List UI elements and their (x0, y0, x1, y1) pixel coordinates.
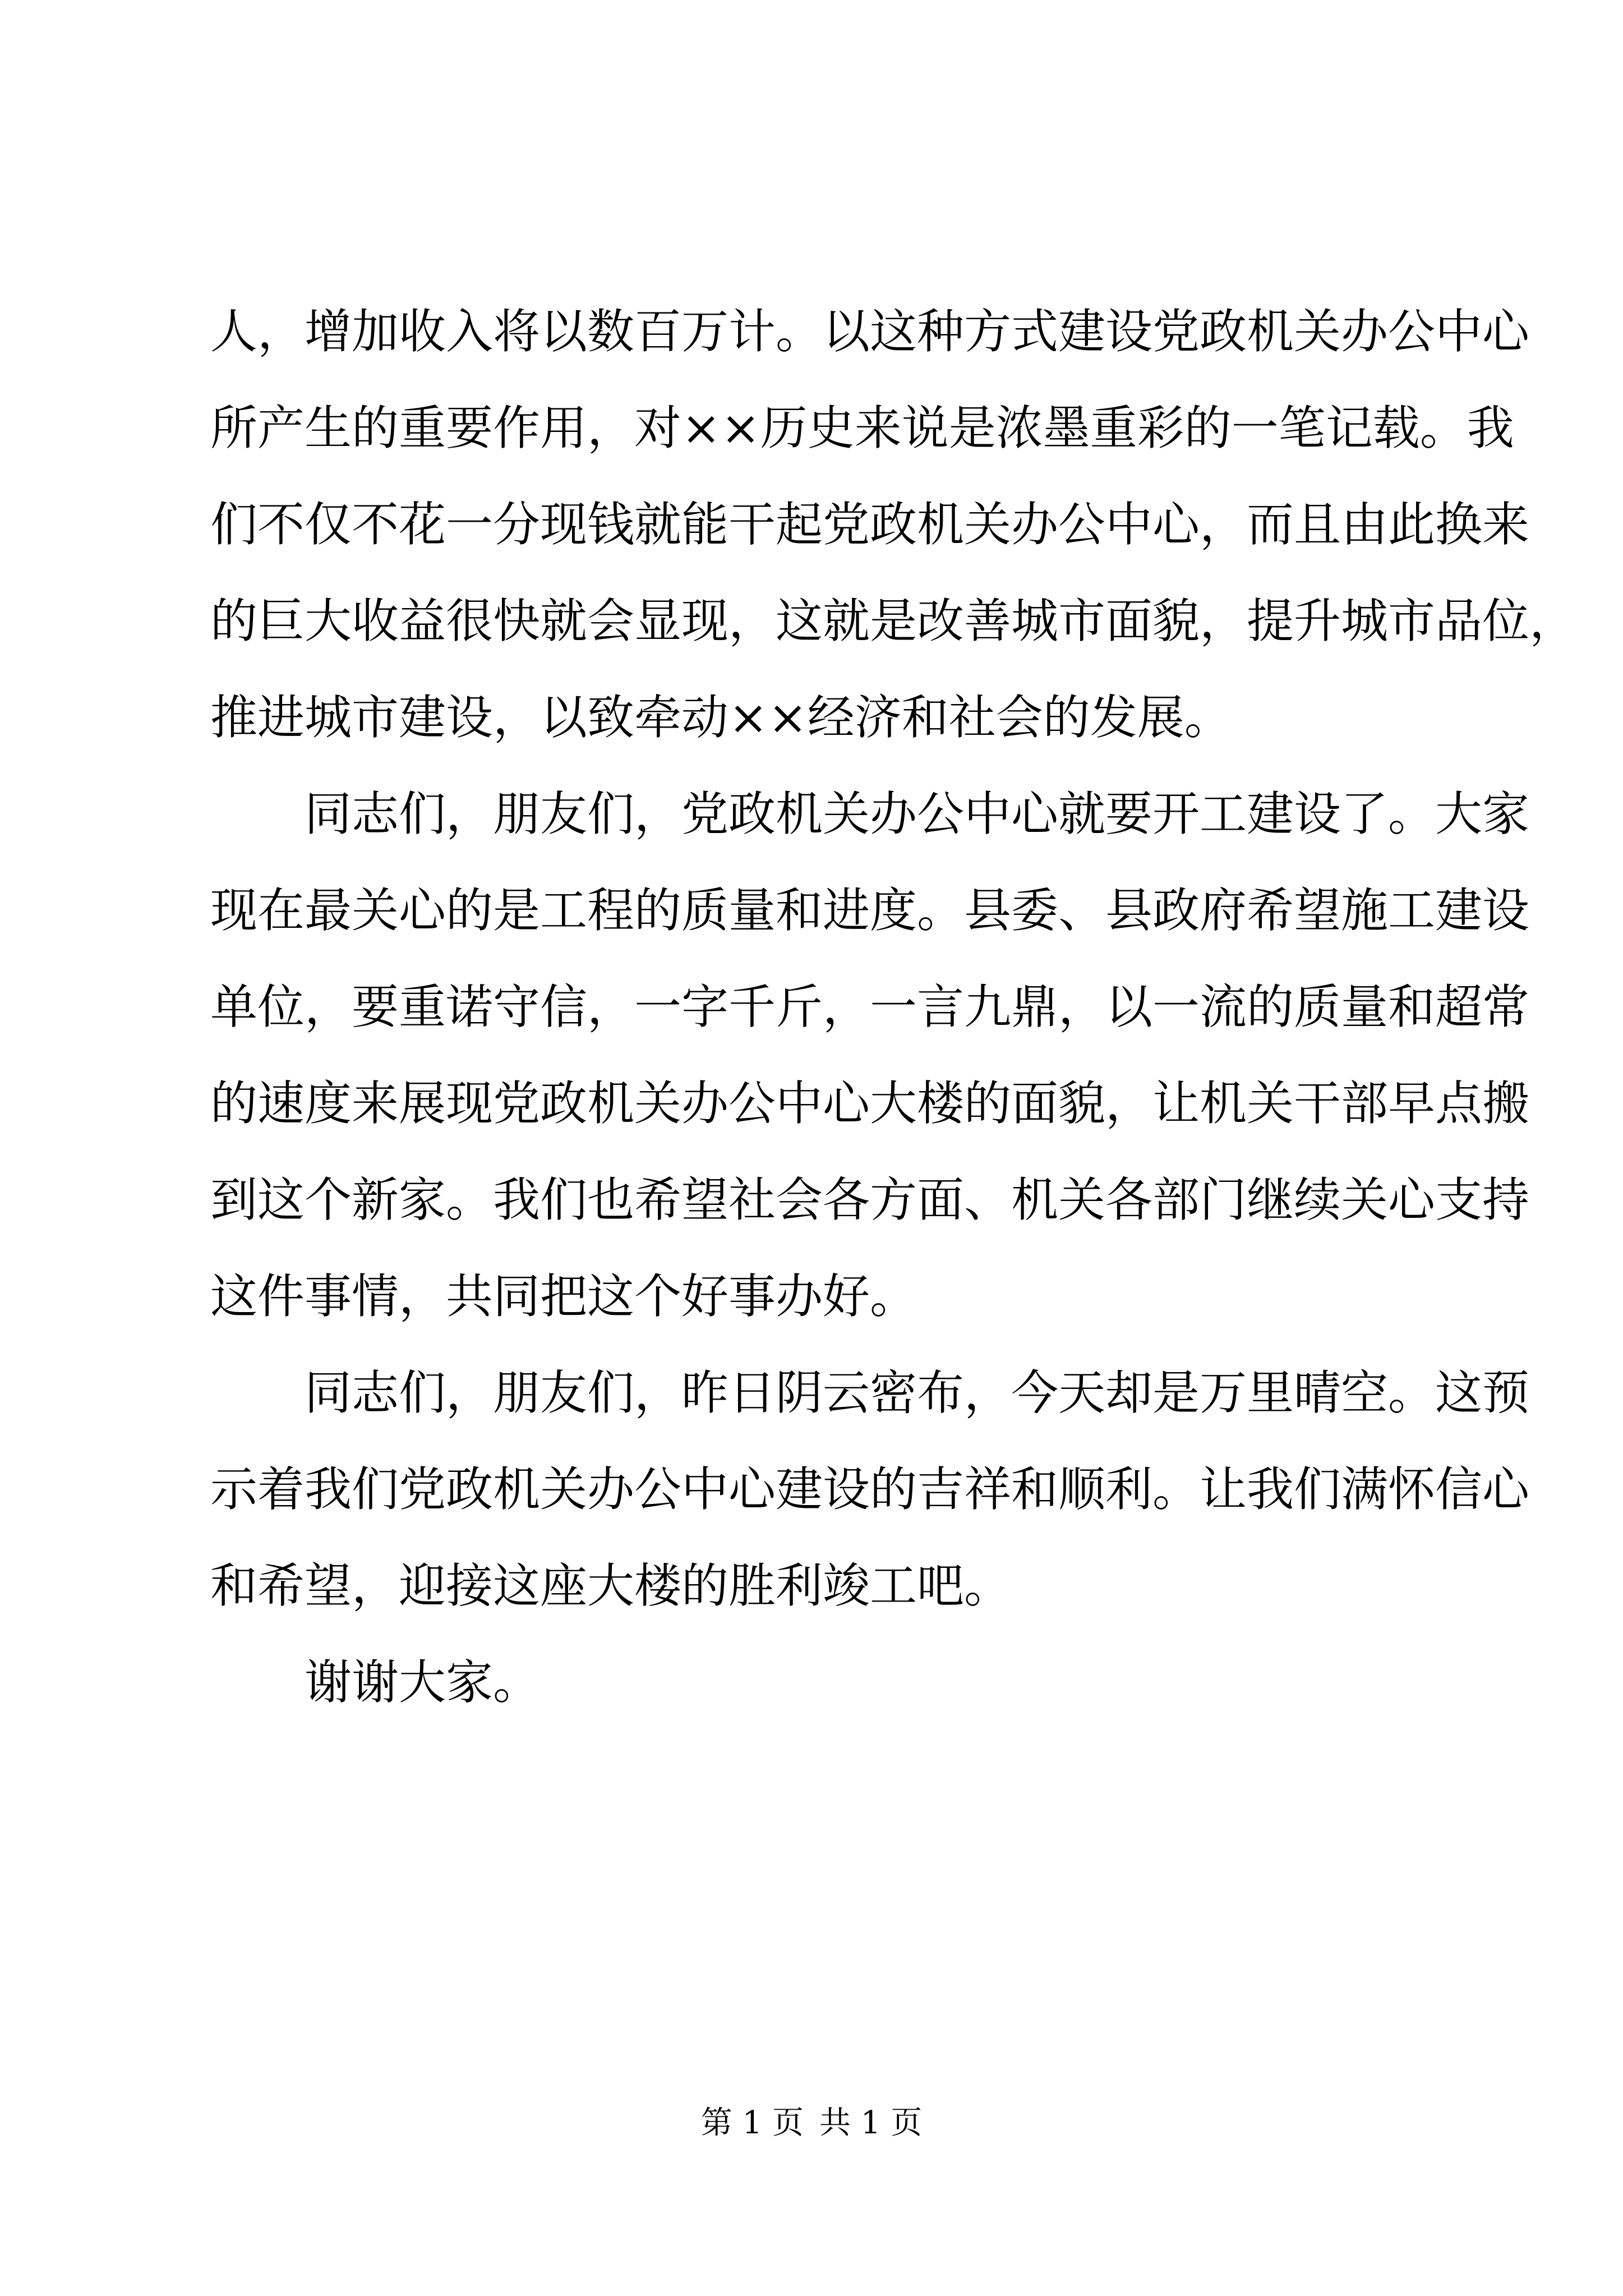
paragraph-start-line: 同志们，朋友们，昨日阴云密布，今天却是万里晴空。这预 (305, 1365, 1530, 1420)
text-line: 单位，要重诺守信，一字千斤，一言九鼎，以一流的质量和超常 (210, 979, 1530, 1034)
text-line: 现在最关心的是工程的质量和进度。县委、县政府希望施工建设 (210, 883, 1530, 938)
text-line: 人，增加收入将以数百万计。以这种方式建设党政机关办公中心 (210, 304, 1530, 359)
text-line: 的速度来展现党政机关办公中心大楼的面貌，让机关干部早点搬 (210, 1076, 1530, 1131)
page-total: 共 1 页 (819, 2105, 923, 2141)
text-line: 这件事情，共同把这个好事办好。 (210, 1269, 917, 1324)
text-line: 示着我们党政机关办公中心建设的吉祥和顺利。让我们满怀信心 (210, 1462, 1530, 1517)
paragraph-start-line: 同志们，朋友们，党政机关办公中心就要开工建设了。大家 (305, 786, 1530, 841)
text-line: 们不仅不花一分现钱就能干起党政机关办公中心，而且由此换来 (210, 497, 1530, 552)
text-line: 的巨大收益很快就会显现，这就是改善城市面貌，提升城市品位， (210, 593, 1577, 648)
text-line: 和希望，迎接这座大楼的胜利竣工吧。 (210, 1558, 1012, 1613)
closing-line: 谢谢大家。 (305, 1655, 541, 1710)
page-footer (0, 2101, 1623, 2146)
document-body (210, 283, 1577, 1731)
text-line: 推进城市建设，以致牵动××经济和社会的发展。 (210, 690, 1232, 745)
page-number: 第 1 页 (700, 2105, 804, 2141)
text-line: 所产生的重要作用，对××历史来说是浓墨重彩的一笔记载。我 (210, 401, 1514, 455)
text-line: 到这个新家。我们也希望社会各方面、机关各部门继续关心支持 (210, 1172, 1530, 1227)
